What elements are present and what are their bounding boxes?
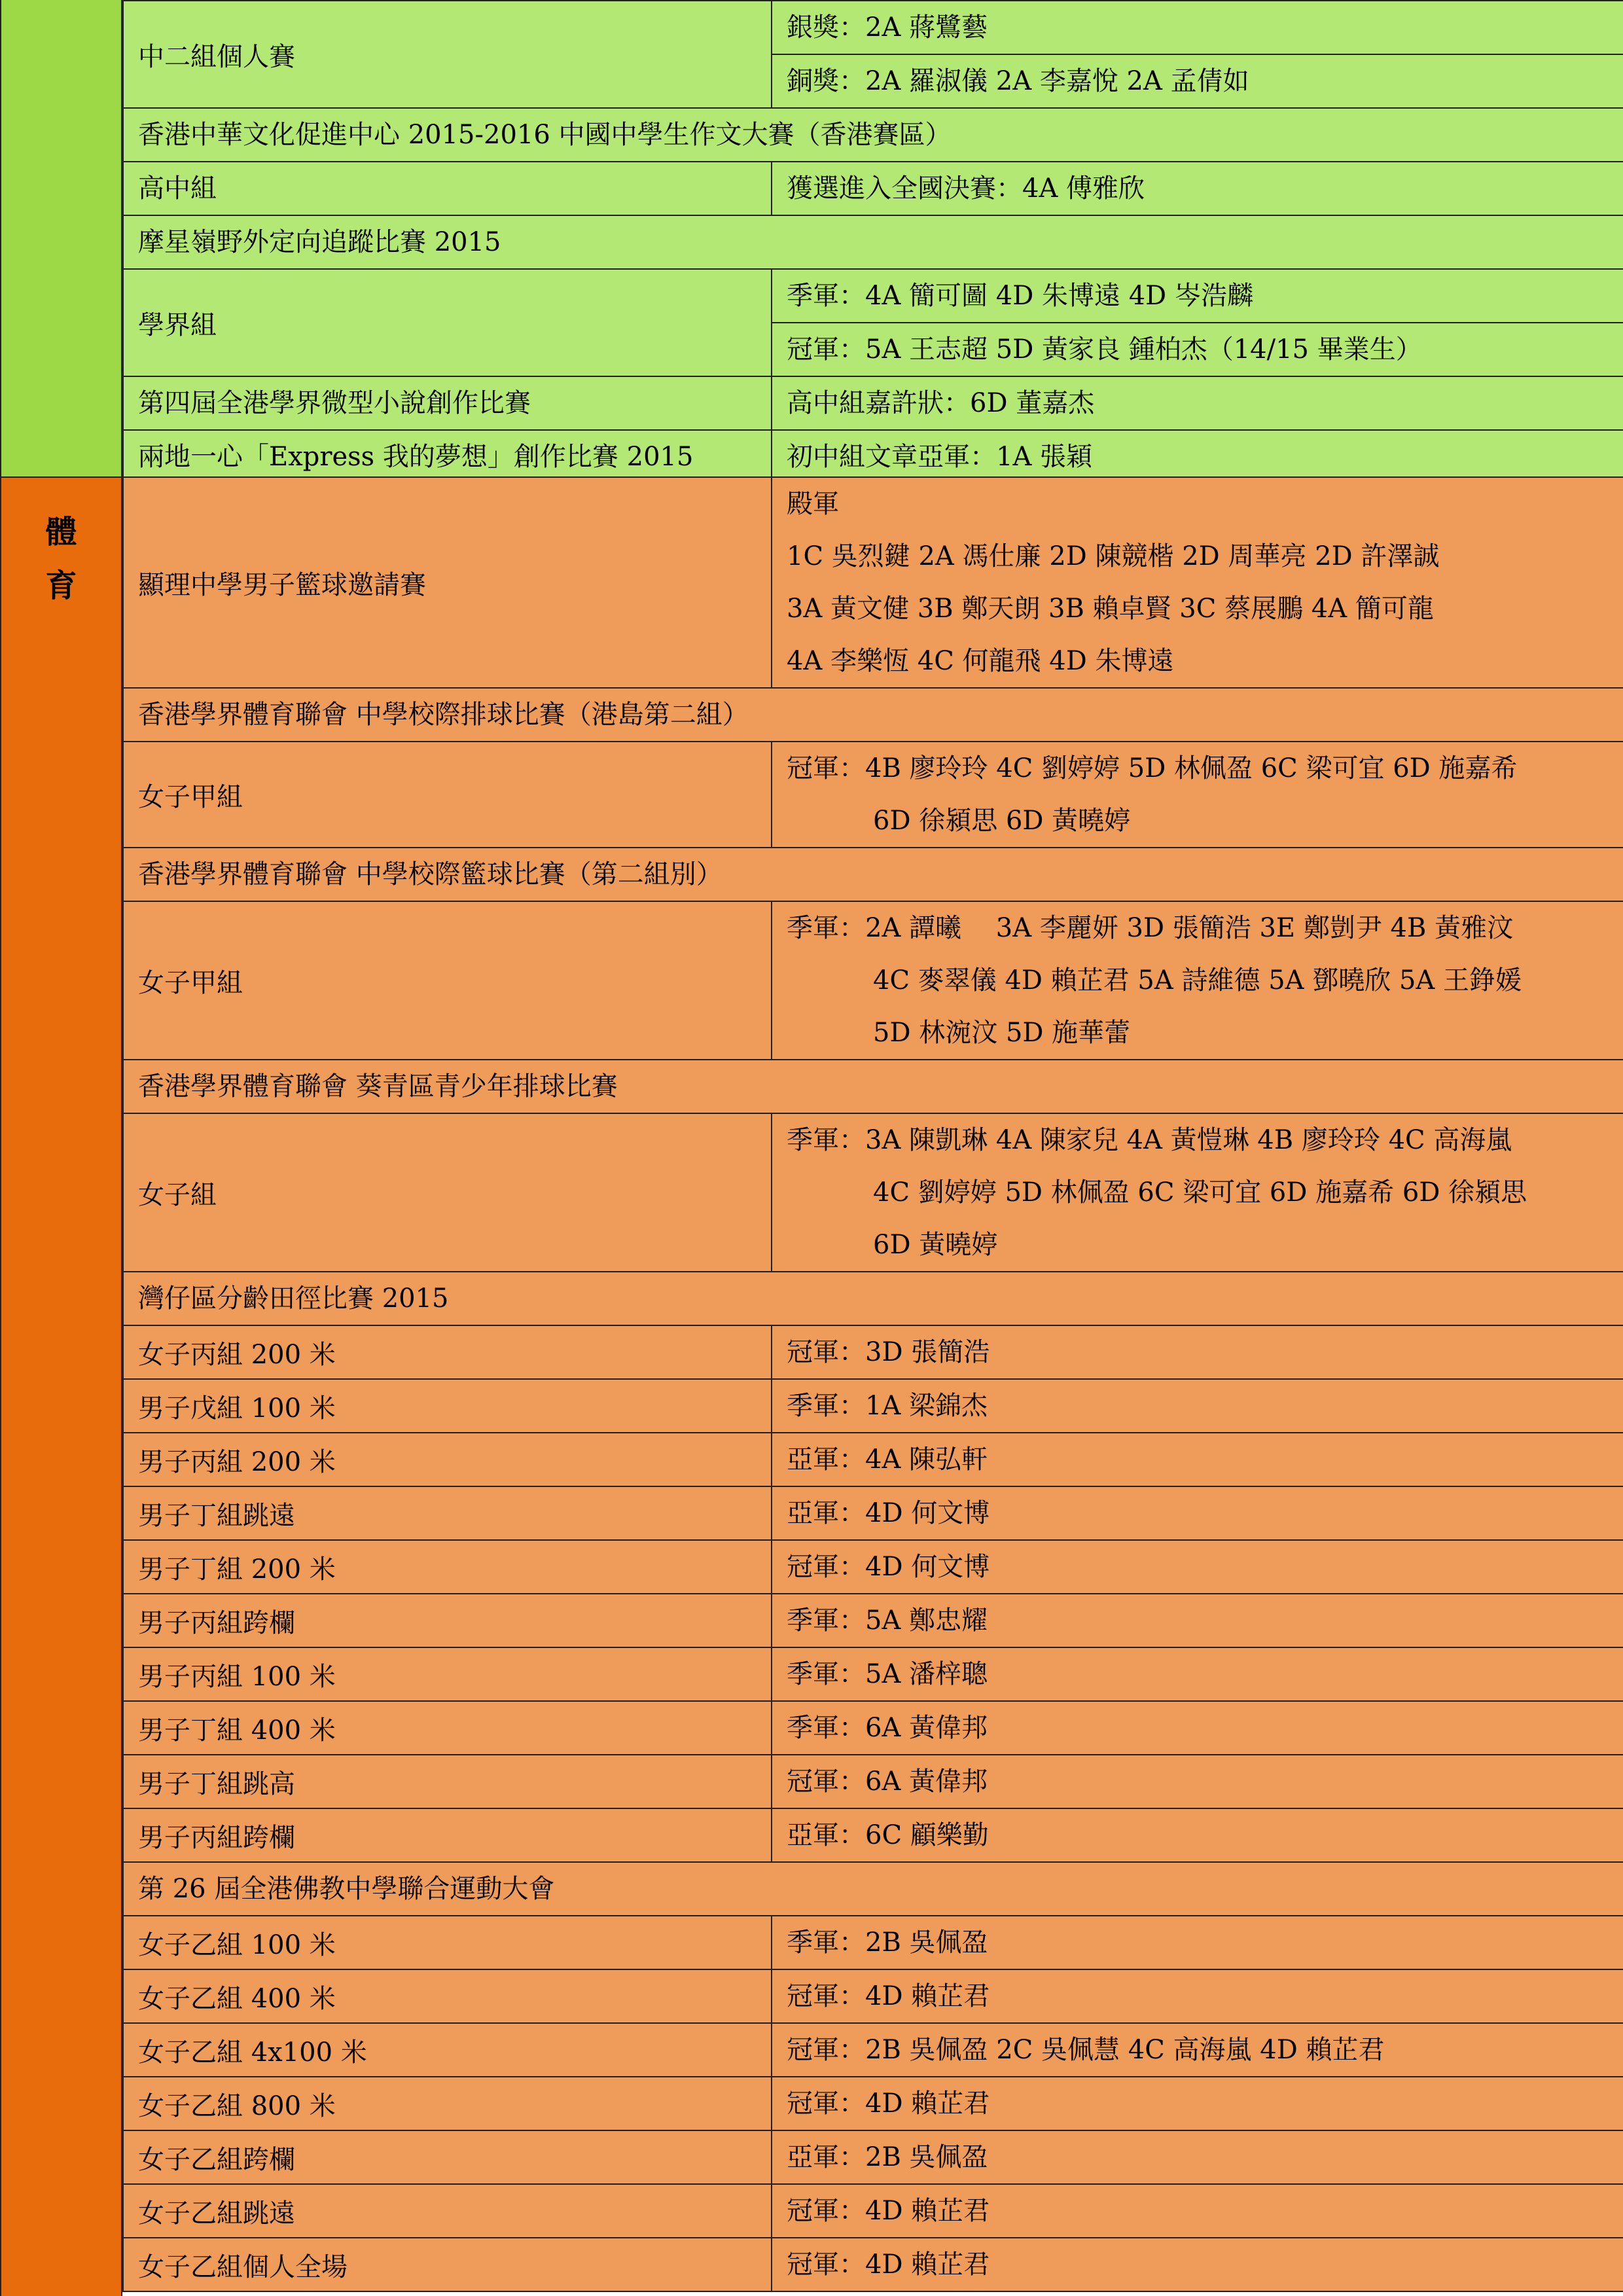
event-cell: 女子組 (123, 1113, 772, 1272)
prize-line: 4C 劉婷婷 5D 林佩盈 6C 梁可宜 6D 施嘉希 6D 徐潁思 (873, 1177, 1527, 1208)
table-row (123, 1862, 1623, 1916)
prize-line: 殿軍 (787, 489, 839, 519)
table-row (123, 1060, 1623, 1113)
competition-header: 香港學界體育聯會 中學校際籃球比賽（第二組別） (123, 848, 1623, 901)
table-row (123, 477, 1623, 688)
prize-cell (772, 1969, 1623, 2023)
prize-cell (772, 1916, 1623, 1969)
prize-line: 季軍：1A 梁錦杰 (787, 1391, 988, 1421)
event-cell: 中二組個人賽 (123, 1, 772, 108)
prize-line: 亞軍：2B 吳佩盈 (787, 2142, 988, 2172)
prize-line: 亞軍：4D 何文博 (787, 1498, 990, 1528)
prize-line: 3A 黃文健 3B 鄭天朗 3B 賴卓賢 3C 蔡展鵬 4A 簡可龍 (787, 594, 1434, 624)
event-cell: 男子丙組跨欄 (123, 1594, 772, 1647)
prize-line: 季軍：3A 陳凱琳 4A 陳家兒 4A 黃愷琳 4B 廖玲玲 4C 高海嵐 (787, 1125, 1512, 1155)
prize-cell (772, 1540, 1623, 1594)
event-cell: 女子甲組 (123, 901, 772, 1060)
prize-cell (772, 2130, 1623, 2184)
prize-cell: 冠軍：5A 王志超 5D 黃家良 鍾柏杰（14/15 畢業生） (772, 323, 1623, 376)
table-row (123, 1379, 1623, 1433)
table-row (123, 1113, 1623, 1272)
prize-line: 冠軍：4D 賴芷君 (787, 2196, 990, 2226)
prize-cell (772, 1486, 1623, 1540)
prize-cell (772, 1808, 1623, 1862)
prize-cell (772, 477, 1623, 688)
table-row (123, 1594, 1623, 1647)
prize-cell: 銅獎：2A 羅淑儀 2A 李嘉悅 2A 孟倩如 (772, 54, 1623, 108)
prize-line: 4C 麥翠儀 4D 賴芷君 5A 詩維德 5A 鄧曉欣 5A 王錚媛 (873, 965, 1522, 996)
prize-line: 季軍：2B 吳佩盈 (787, 1928, 988, 1958)
competition-header: 香港中華文化促進中心 2015-2016 中國中學生作文大賽（香港賽區） (123, 108, 1623, 162)
prize-line: 冠軍：2B 吳佩盈 2C 吳佩慧 4C 高海嵐 4D 賴芷君 (787, 2035, 1385, 2065)
prize-cell: 銀獎：2A 蔣鷺藝 (772, 1, 1623, 54)
prize-line: 亞軍：4A 陳弘軒 (787, 1444, 988, 1475)
table-row (123, 1486, 1623, 1540)
prize-line: 冠軍：6A 黃偉邦 (787, 1767, 988, 1797)
prize-cell (772, 1113, 1623, 1272)
prize-line: 6D 黃曉婷 (873, 1230, 998, 1260)
prize-cell (772, 2238, 1623, 2291)
table-row (123, 1272, 1623, 1325)
event-cell: 高中組 (123, 162, 772, 215)
event-cell: 第四屆全港學界微型小說創作比賽 (123, 376, 772, 430)
prize-line: 冠軍：4D 賴芷君 (787, 2089, 990, 2119)
event-cell: 男子丁組 200 米 (123, 1540, 772, 1594)
prize-line: 季軍：2A 譚曦 3A 李麗妍 3D 張簡浩 3E 鄭剴尹 4B 黃雅汶 (787, 913, 1514, 943)
event-cell: 女子乙組個人全場 (123, 2238, 772, 2291)
prize-cell: 獲選進入全國決賽：4A 傅雅欣 (772, 162, 1623, 215)
competition-header: 香港學界體育聯會 葵青區青少年排球比賽 (123, 1060, 1623, 1113)
table-row (123, 688, 1623, 742)
event-cell: 男子戊組 100 米 (123, 1379, 772, 1433)
event-cell: 男子丙組跨欄 (123, 1808, 772, 1862)
prize-cell (772, 2184, 1623, 2238)
prize-cell (772, 1647, 1623, 1701)
prize-cell (772, 1755, 1623, 1808)
prize-cell: 季軍：4A 簡可圖 4D 朱博遠 4D 岑浩麟 (772, 269, 1623, 323)
table-row (123, 742, 1623, 848)
event-cell: 女子乙組 4x100 米 (123, 2023, 772, 2077)
table-row (123, 1808, 1623, 1862)
prize-cell (772, 1325, 1623, 1379)
table-row (123, 269, 1623, 323)
prize-line: 1C 吳烈鍵 2A 馮仕廉 2D 陳競楷 2D 周華亮 2D 許澤誠 (787, 541, 1440, 571)
culture-awards-table (122, 0, 1623, 484)
table-row (123, 162, 1623, 215)
table-row (123, 2184, 1623, 2238)
prize-line: 4A 李樂恆 4C 何龍飛 4D 朱博遠 (787, 646, 1174, 676)
table-row (123, 108, 1623, 162)
prize-line: 季軍：5A 鄭忠耀 (787, 1605, 988, 1636)
table-row (123, 2130, 1623, 2184)
event-cell: 男子丁組 400 米 (123, 1701, 772, 1755)
prize-line: 冠軍：4D 何文博 (787, 1552, 990, 1582)
table-row (123, 1540, 1623, 1594)
event-cell: 學界組 (123, 269, 772, 376)
table-row (123, 376, 1623, 430)
prize-cell (772, 901, 1623, 1060)
prize-cell (772, 1433, 1623, 1486)
prize-line: 季軍：6A 黃偉邦 (787, 1713, 988, 1743)
event-cell: 女子乙組跨欄 (123, 2130, 772, 2184)
table-row (123, 2023, 1623, 2077)
table-row (123, 430, 1623, 484)
category-column-sports (0, 476, 122, 2296)
table-row (123, 2077, 1623, 2130)
competition-header: 香港學界體育聯會 中學校際排球比賽（港島第二組） (123, 688, 1623, 742)
event-cell: 女子丙組 200 米 (123, 1325, 772, 1379)
prize-line: 冠軍：3D 張簡浩 (787, 1337, 990, 1367)
event-cell: 男子丁組跳遠 (123, 1486, 772, 1540)
prize-line: 冠軍：4B 廖玲玲 4C 劉婷婷 5D 林佩盈 6C 梁可宜 6D 施嘉希 (787, 753, 1518, 783)
prize-line: 5D 林涴汶 5D 施華蕾 (873, 1018, 1131, 1048)
event-cell: 女子乙組 400 米 (123, 1969, 772, 2023)
event-cell: 男子丁組跳高 (123, 1755, 772, 1808)
competition-header: 摩星嶺野外定向追蹤比賽 2015 (123, 215, 1623, 269)
table-row (123, 1701, 1623, 1755)
event-cell: 女子乙組跳遠 (123, 2184, 772, 2238)
prize-cell (772, 2023, 1623, 2077)
prize-cell (772, 742, 1623, 848)
prize-line: 冠軍：4D 賴芷君 (787, 2250, 990, 2280)
table-row (123, 1916, 1623, 1969)
prize-line: 亞軍：6C 顧樂勤 (787, 1820, 989, 1850)
prize-cell: 高中組嘉許狀：6D 董嘉杰 (772, 376, 1623, 430)
prize-line: 冠軍：4D 賴芷君 (787, 1981, 990, 2011)
table-row (123, 2238, 1623, 2291)
competition-header: 灣仔區分齡田徑比賽 2015 (123, 1272, 1623, 1325)
category-column-culture (0, 0, 122, 476)
event-cell: 女子乙組 800 米 (123, 2077, 772, 2130)
event-cell: 兩地一心「Express 我的夢想」創作比賽 2015 (123, 430, 772, 484)
event-cell: 男子丙組 200 米 (123, 1433, 772, 1486)
table-row (123, 848, 1623, 901)
table-row (123, 1, 1623, 54)
competition-header: 第 26 屆全港佛教中學聯合運動大會 (123, 1862, 1623, 1916)
event-cell: 女子乙組 100 米 (123, 1916, 772, 1969)
prize-line: 季軍：5A 潘梓聰 (787, 1659, 988, 1689)
prize-cell (772, 1701, 1623, 1755)
table-row (123, 1969, 1623, 2023)
table-row (123, 1755, 1623, 1808)
sports-awards-table (122, 476, 1623, 2292)
category-label: 體 育 (45, 514, 77, 604)
table-row (123, 215, 1623, 269)
prize-cell: 初中組文章亞軍：1A 張穎 (772, 430, 1623, 484)
table-row (123, 1325, 1623, 1379)
prize-cell (772, 1594, 1623, 1647)
event-cell: 男子丙組 100 米 (123, 1647, 772, 1701)
prize-cell (772, 1379, 1623, 1433)
event-cell: 顯理中學男子籃球邀請賽 (123, 477, 772, 688)
table-row (123, 1647, 1623, 1701)
table-row (123, 1433, 1623, 1486)
prize-cell (772, 2077, 1623, 2130)
prize-line: 6D 徐潁思 6D 黃曉婷 (873, 806, 1131, 836)
event-cell: 女子甲組 (123, 742, 772, 848)
table-row (123, 901, 1623, 1060)
